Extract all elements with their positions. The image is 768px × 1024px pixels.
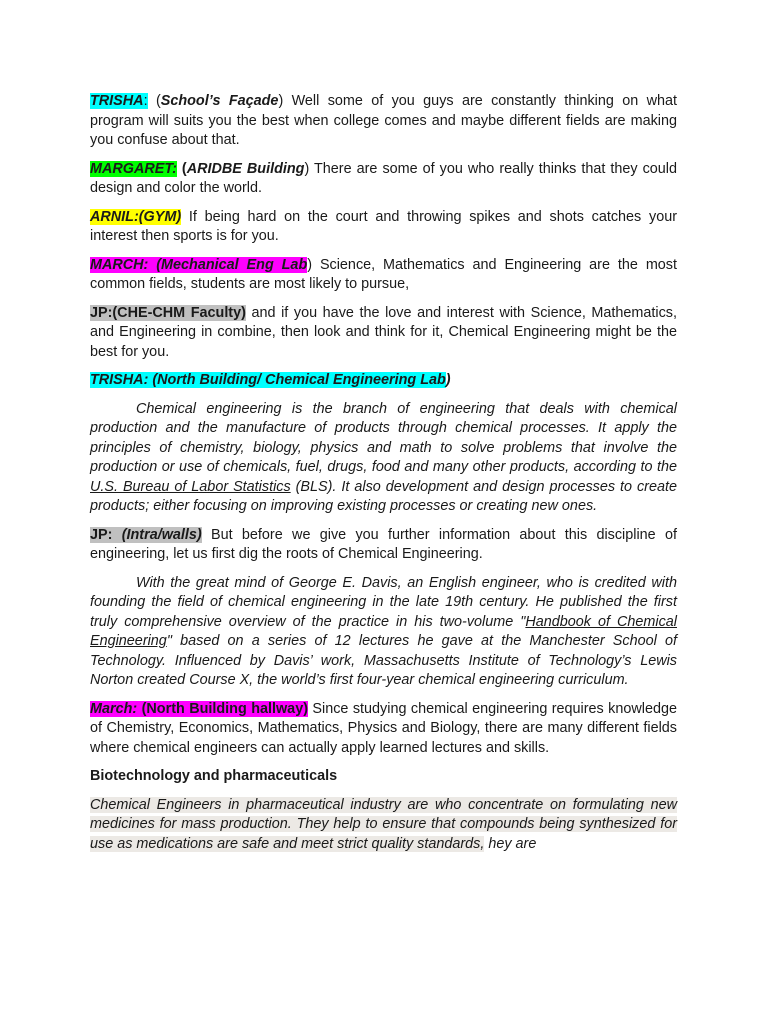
- paragraph-text: Chemical engineering is the branch of engineering that deals with chemical production and the manufacture of products through chemical processes. It apply the principles of chemistry, biology, physics and math to solve problems that involve the production or use of chemicals, fuel, drugs, food and many other products, according to the: [90, 400, 677, 475]
- paragraph-text: If being hard on the court and throwing spikes and shots catches your interest then sports is for you.: [90, 208, 677, 244]
- paragraph-arnil: [90, 208, 677, 247]
- speaker-label: JP:(CHE-CHM Faculty): [90, 304, 246, 321]
- paren-close: ): [445, 372, 451, 388]
- paren-open: (: [147, 93, 161, 109]
- speaker-label: JP:: [90, 526, 122, 543]
- shaded-text: Chemical Engineers in pharmaceutical industry are who concentrate on formulating new medicines for mass production. They help to ensure that compounds being synthesized for use as medications are safe and meet strict quality standards,: [90, 796, 677, 852]
- speaker-label: ARNIL:(GYM): [90, 208, 182, 225]
- speaker-label: MARCH: (Mechanical Eng Lab: [90, 256, 308, 273]
- location-label: (Intra/walls): [121, 526, 202, 543]
- paragraph-text: hey are: [484, 835, 537, 852]
- section-heading: Biotechnology and pharmaceuticals: [90, 768, 338, 784]
- paragraph-march-lab: [90, 256, 677, 295]
- paragraph-margaret: [90, 160, 677, 199]
- speaker-colon: :: [143, 93, 148, 109]
- paragraph-text: and if you have the love and interest with Science, Mathematics, and Engineering in combine, then look and think for it, Chemical Engineering might be the best for you.: [90, 304, 677, 360]
- paragraph-pharma: [90, 796, 677, 855]
- paragraph-text: (BLS). It also development and design processes to create products; either focusing on improving existing processes or creating new ones.: [90, 478, 677, 514]
- paragraph-text: Well some of you guys are constantly thinking on what program will suits you the best when college comes and maybe different fields are making you confuse about that.: [90, 93, 678, 148]
- paren-close: ): [278, 93, 284, 109]
- paragraph-trisha-facade: [90, 92, 677, 151]
- paragraph-text: ) Science, Mathematics and Engineering are the most common fields, students are most likely to pursue,: [90, 256, 677, 292]
- paragraph-jp-walls: [90, 526, 677, 565]
- handbook-link[interactable]: Handbook of Chemical Engineering: [90, 613, 677, 649]
- paragraph-text: With the great mind of George E. Davis, an English engineer, who is credited with founding the field of chemical engineering in the late 19th century. He published the first truly comprehensive overview of the practice in his two-volume ": [90, 574, 677, 630]
- paragraph-text: But before we give you further information about this discipline of engineering, let us first dig the roots of Chemical Engineering.: [90, 526, 677, 562]
- paragraph-history: [90, 574, 677, 691]
- paragraph-text: ) There are some of you who really thinks that they could design and color the world.: [90, 160, 678, 196]
- paragraph-trisha-lab: [90, 371, 677, 391]
- paragraph-definition: [90, 400, 677, 517]
- paragraph-march-hallway: [90, 700, 677, 759]
- location-label: (North Building hallway): [137, 700, 308, 717]
- speaker-label: March:: [90, 700, 138, 717]
- speaker-label: MARGARET:: [90, 160, 177, 177]
- bls-link[interactable]: U.S. Bureau of Labor Statistics: [90, 478, 291, 495]
- paren-open: (: [176, 160, 187, 177]
- paragraph-jp-faculty: [90, 304, 677, 363]
- location-label: ARIDBE Building: [186, 160, 305, 177]
- paragraph-text: " based on a series of 12 lectures he gave at the Manchester School of Technology. Influenced by Davis’ work, Massachusetts Institute of Technology’s Lewis Norton created Course X, the world’s first four-year chemical engineering curriculum.: [90, 633, 677, 688]
- paragraph-text: Since studying chemical engineering requires knowledge of Chemistry, Economics, Mathematics, Physics and Biology, there are many different fields where chemical engineers can actually apply learned lectures and skills.: [90, 700, 677, 756]
- speaker-label: TRISHA: [90, 93, 144, 109]
- location-label: School’s Façade: [160, 93, 279, 109]
- speaker-label: TRISHA: (North Building/ Chemical Engineering Lab: [90, 372, 446, 388]
